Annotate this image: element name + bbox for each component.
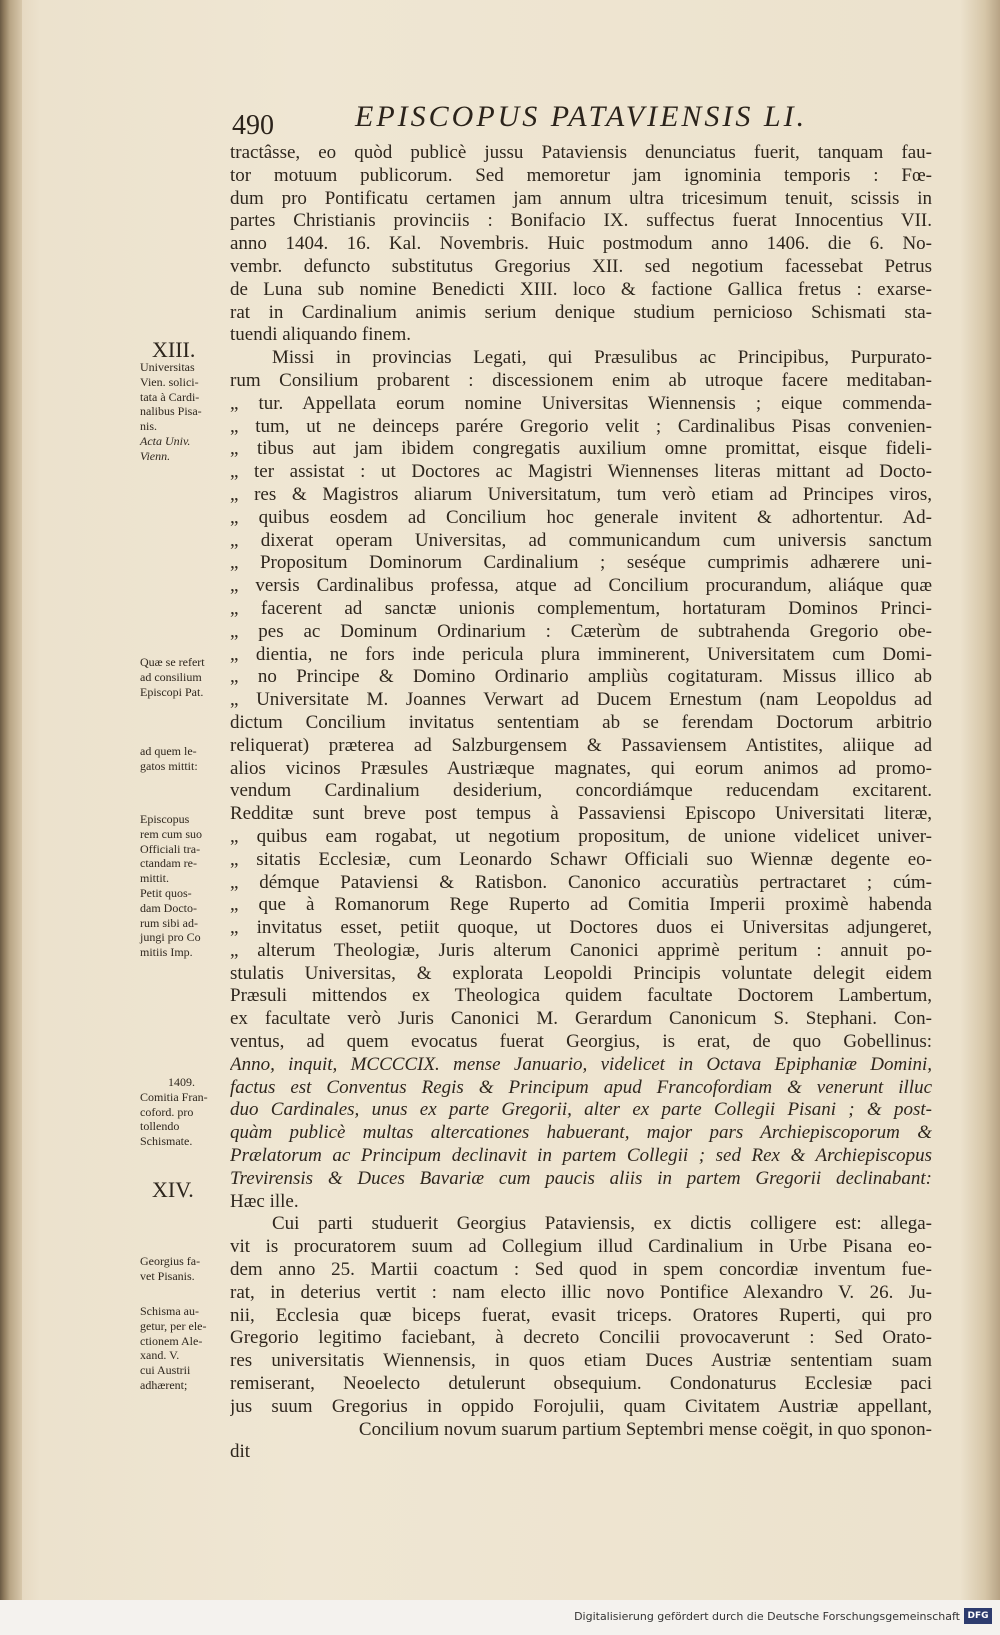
text-line: Anno, inquit, MCCCCIX. mense Januario, videlicet in Octava Epiphaniæ Domini, [230,1053,932,1075]
text-line: dum pro Pontificatu certamen jam annum ultra tricesimum tenuit, scissis in [230,187,932,209]
text-line: Cui parti studuerit Georgius Pataviensis, ex dictis colligere est: allega- [272,1213,932,1235]
text-line: reliquerat) præterea ad Salzburgensem & Passaviensem Antistites, aliique ad [230,734,932,756]
section-number-xiv: XIV. [152,1177,194,1202]
margin-note-line: ad quem le- [140,744,197,758]
margin-note-line: vet Pisanis. [140,1268,195,1283]
text-line: Gregorio legitimo faciebant, à decreto Concilii provocaverunt : Sed Orato- [230,1327,932,1349]
text-line: Præsuli mittendos ex Theologica quidem facultate Doctorem Lambertum, [230,985,932,1007]
text-line: factus est Conventus Regis & Principum apud Francofordiam & venerunt illuc [230,1076,932,1098]
text-line: „ Propositum Dominorum Cardinalium ; seséque cumprimis adhærere uni- [230,552,932,574]
text-line: „ pes ac Dominum Ordinarium : Cæterùm de subtrahenda Gregorio obe- [230,620,932,642]
text-line: Trevirensis & Duces Bavariæ cum paucis aliis in partem Gregorii declinabant: [230,1167,932,1189]
text-line: stulatis Universitas, & explorata Leopoldi Principis voluntate delegit eidem [230,962,932,984]
margin-note-line: ctandam re- [140,856,197,871]
text-line: „ dientia, ne fors inde pericula plura imminerent, Universitatem cum Domi- [230,643,932,665]
margin-note-line: Comitia Fran- [140,1089,208,1104]
margin-note-line: 1409. [168,1075,195,1089]
margin-note-line: Schisma au- [140,1304,199,1318]
body-text [230,142,932,1464]
text-line: remiserant, Neoelecto detulerunt obsequium. Condonaturus Ecclesiæ paci [230,1373,932,1395]
running-head: EPISCOPUS PATAVIENSIS LI. [355,100,808,133]
text-line: „ Universitate M. Joannes Verwart ad Ducem Ernestum (nam Leopoldus ad [230,689,932,711]
page-number: 490 [232,110,274,141]
margin-note-line: tata à Cardi- [140,389,200,404]
text-line: „ tur. Appellata eorum nomine Universitas Wiennensis ; eique commenda- [230,392,932,414]
text-line: anno 1404. 16. Kal. Novembris. Huic postmodum anno 1406. die 6. No- [230,233,932,255]
text-line: ex facultate verò Juris Canonici M. Gerardum Canonicum S. Stephani. Con- [230,1008,932,1030]
text-line: „ tum, ut ne deinceps parére Gregorio velit ; Cardinalibus Pisas convenien- [230,415,932,437]
margin-note-line: ad consilium [140,669,202,684]
margin-note [140,360,202,464]
margin-note-line: mittit. [140,871,170,886]
margin-note [140,1075,208,1149]
section-number-xiii: XIII. [152,337,196,362]
text-line: rum Consilium probarent : discessionem enim ab utroque facere meditaban- [230,369,932,391]
text-line: „ invitatus esset, petiit quoque, ut Doctores duos ei Universitas adjungeret, [230,917,932,939]
margin-note-line: nis. [140,419,158,434]
text-line: dem anno 25. Martii coactum : Sed quod in spem concordiæ inventum fue- [230,1259,932,1281]
text-line: de Luna sub nomine Benedicti XIII. loco & factione Gallica fretus : exarse- [230,278,932,300]
margin-note [140,1304,206,1393]
margin-note-line: Officiali tra- [140,841,201,856]
text-line: „ ter assistat : ut Doctores ac Magistri Wiennenses literas mittant ad Docto- [230,461,932,483]
text-line: dictum Concilium invitatus sententiam ab se ferendam Doctorum arbitrio [230,711,932,733]
margin-note-line: Episcopi Pat. [140,684,204,699]
text-line: Concilium novum suarum partium Septembri mense coëgit, in quo sponon- [358,1418,932,1440]
margin-note-line: Vienn. [140,448,171,463]
margin-note-line: Episcopus [140,812,190,826]
margin-note-line: Schismate. [140,1134,193,1149]
margin-note-line: mitiis Imp. [140,945,193,960]
digitization-credit: Digitalisierung gefördert durch die Deutsche Forschungsgemeinschaft [574,1610,960,1623]
text-line: „ dixerat operam Universitas, ad communicandum cum universis sanctum [230,529,932,551]
text-line: vit is procuratorem suum ad Collegium illud Cardinalium in Urbe Pisana eo- [230,1236,932,1258]
margin-note-line: nalibus Pisa- [140,404,202,419]
text-line: Hæc ille. [230,1190,299,1212]
margin-note-line: xand. V. [140,1348,180,1363]
margin-note-line: tollendo [140,1119,180,1134]
margin-note-line: cui Austrii [140,1363,191,1378]
margin-note-line: rem cum suo [140,826,202,841]
margin-note-line: dam Docto- [140,900,197,915]
margin-note-line: Vien. solici- [140,374,199,389]
text-line: „ facerent ad sanctæ unionis complementum, hortaturam Dominos Princi- [230,597,932,619]
margin-note-line: gatos mittit: [140,758,198,773]
text-line: „ quibus eam rogabat, ut negotium propositum, de unione videlicet univer- [230,825,932,847]
text-line: „ que à Romanorum Rege Ruperto ad Comitia Imperii proximè habenda [230,894,932,916]
text-line: „ tibus aut jam ibidem congregatis auxilium omne promittat, eisque fideli- [230,438,932,460]
margin-note-line: jungi pro Co [140,930,201,945]
margin-note-line: coford. pro [140,1104,194,1119]
text-line: „ res & Magistros aliarum Universitatum, tum verò etiam ad Principes viros, [230,483,932,505]
margin-note-line: getur, per ele- [140,1318,207,1333]
text-line: duo Cardinales, unus ex parte Gregorii, alter ex parte Collegii Pisani ; & post- [230,1099,932,1121]
text-line: Missi in provincias Legati, qui Præsulibus ac Principibus, Purpurato- [272,347,932,369]
margin-note [140,744,198,774]
text-line: quàm publicè multas altercationes habuerant, major pars Archiepiscoporum & [230,1122,932,1144]
text-line: „ démque Pataviensi & Ratisbon. Canonico accuratiùs pertractaret ; cúm- [230,871,932,893]
book-gutter [0,0,22,1635]
text-line: jus suum Gregorius in oppido Forojulii, quam Civitatem Austriæ appellant, [230,1395,932,1417]
text-line: vendum Cardinalium desiderium, concordiámque reducendam excitarent. [230,780,932,802]
dfg-logo: DFG [964,1608,992,1624]
text-line: tractâsse, eo quòd publicè jussu Pataviensis denunciatus fuerit, tanquam fau- [230,142,932,163]
text-line: „ sitatis Ecclesiæ, cum Leonardo Schawr Officiali suo Wiennæ degente eo- [230,848,932,870]
text-line: Redditæ sunt breve post tempus à Passaviensi Episcopo Universitati literæ, [230,803,932,825]
text-line: ventus, ad quem evocatus fuerat Georgius, is erat, de quo Gobellinus: [230,1031,932,1053]
text-line: res universitatis Wiennensis, in quos etiam Duces Austriæ sententiam suam [230,1350,932,1372]
text-line: partes Christianis provinciis : Bonifacio IX. suffectus fuerat Innocentius VII. [230,210,932,232]
text-line: vembr. defuncto substitutus Gregorius XII. sed negotium facessebat Petrus [230,255,932,277]
margin-note [140,1254,200,1284]
text-line: „ quibus eosdem ad Concilium hoc generale invitent & adhortentur. Ad- [230,506,932,528]
margin-note [140,655,205,699]
margin-note-line: Universitas [140,360,195,374]
margin-note-line: Petit quos- [140,885,192,900]
text-line: rat in Cardinalium animis serium denique studium pernicioso Schismati sta- [230,301,932,323]
text-line: Prælatorum ac Principum declinavit in partem Collegii ; sed Rex & Archiepiscopus [230,1145,932,1167]
text-line: tuendi aliquando finem. [230,324,411,346]
text-line: nii, Ecclesia quæ biceps fuerat, evasit triceps. Oratores Ruperti, qui pro [230,1304,932,1326]
margin-note [140,812,202,960]
margin-note-line: Georgius fa- [140,1254,201,1268]
text-line: tor motuum publicorum. Sed memoretur jam ignominia temporis : Fœ- [230,164,932,186]
text-line: rat, in deterius vertit : nam electo illic novo Pontifice Alexandro V. 26. Ju- [230,1281,932,1303]
text-line: „ alterum Theologiæ, Juris alterum Canonici apprimè peritum : annuit po- [230,939,932,961]
margin-note-line: ctionem Ale- [140,1333,203,1348]
text-line: „ no Principe & Domino Ordinario ampliùs cogitaturam. Missus illico ab [230,666,932,688]
margin-note-line: rum sibi ad- [140,915,198,930]
text-line: alios vicinos Præsules Austriæque magnates, qui eorum animos ad promo- [230,757,932,779]
margin-note-line: adhærent; [140,1377,188,1392]
text-line: „ versis Cardinalibus professa, atque ad Concilium procurandum, aliáque quæ [230,575,932,597]
margin-note-line: Quæ se refert [140,655,205,669]
text-line: dit [230,1441,251,1463]
margin-note-line: Acta Univ. [140,433,191,448]
